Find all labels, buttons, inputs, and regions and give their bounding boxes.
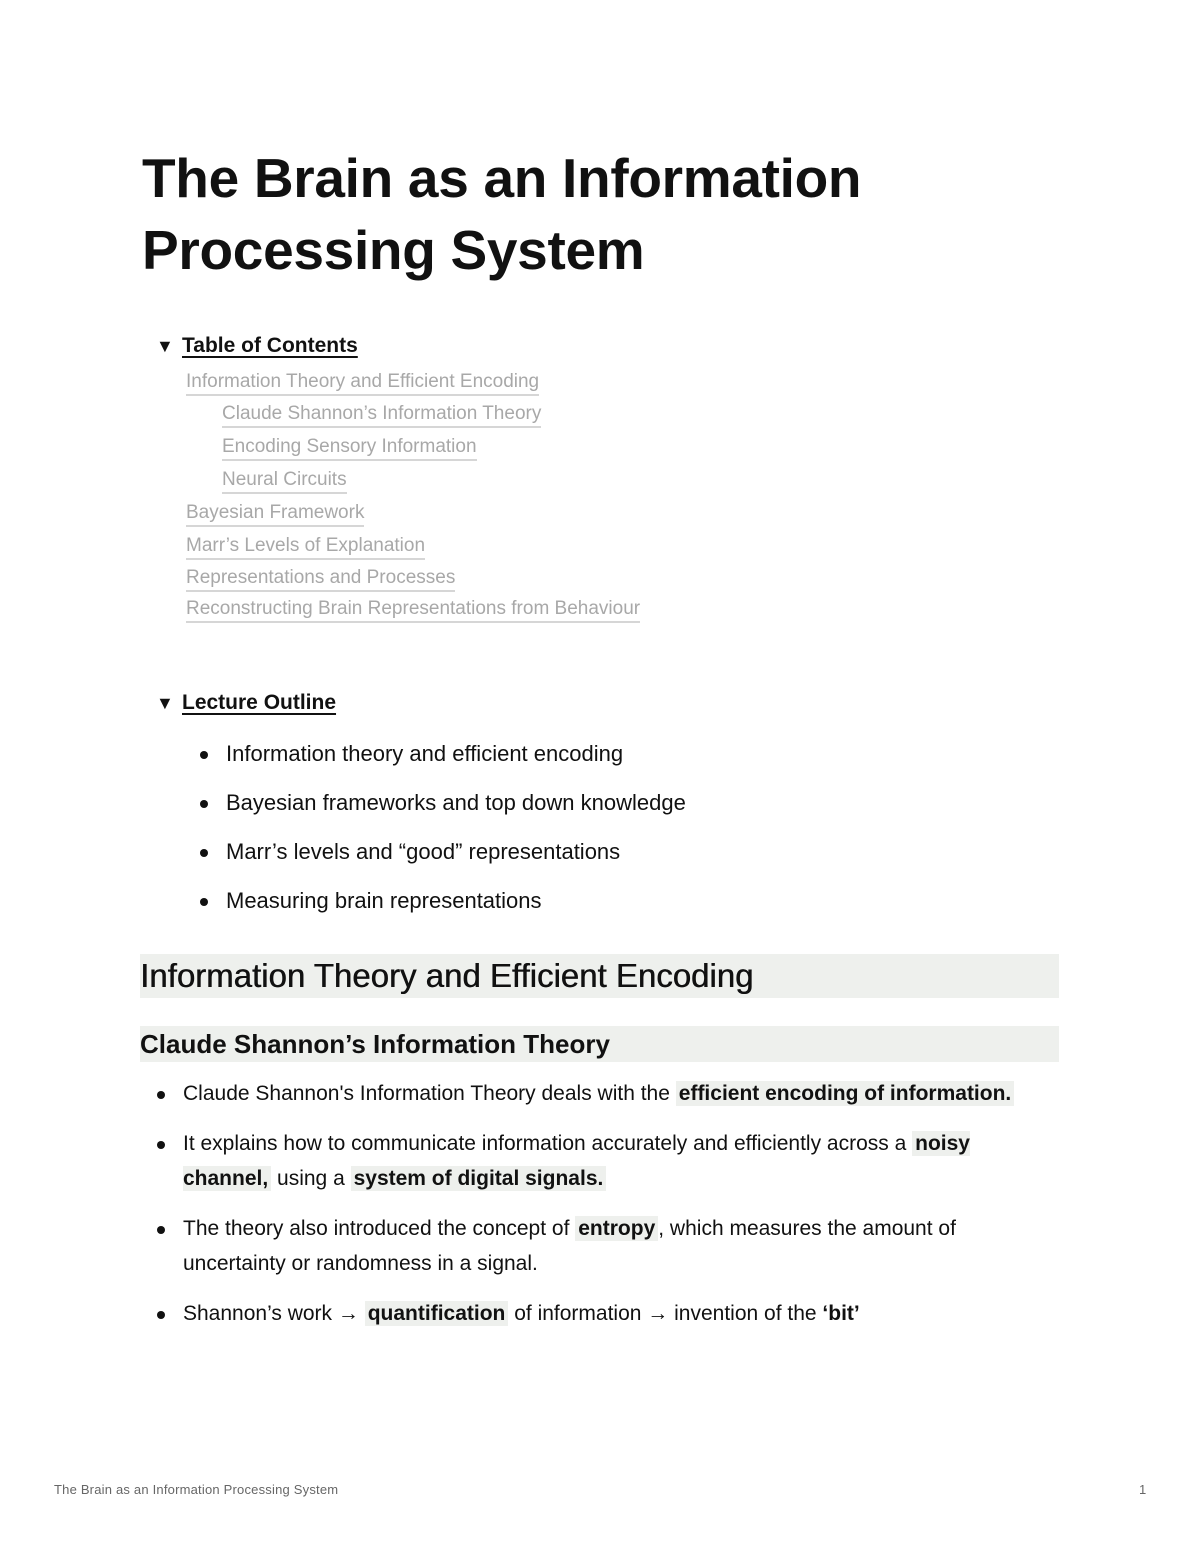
toc-link-information-theory[interactable]: Information Theory and Efficient Encoding — [186, 370, 539, 396]
bullet-icon — [157, 1091, 165, 1099]
toc-link-neural-circuits[interactable]: Neural Circuits — [222, 468, 347, 494]
toc-link-reconstructing[interactable]: Reconstructing Brain Representations from Behaviour — [186, 597, 640, 623]
highlighted-text: entropy — [575, 1216, 658, 1241]
outline-toggle[interactable] — [156, 691, 336, 715]
list-item: Bayesian frameworks and top down knowledge — [226, 786, 686, 835]
outline-list — [226, 737, 686, 933]
page-number: 1 — [1139, 1482, 1147, 1497]
highlighted-text: system of digital signals. — [351, 1166, 607, 1191]
page-title: The Brain as an Information Processing System — [142, 147, 862, 281]
toc-link-claude-shannon[interactable]: Claude Shannon’s Information Theory — [222, 402, 541, 428]
toggle-triangle-icon[interactable]: ▼ — [156, 692, 174, 713]
list-item: It explains how to communicate information accurately and efficiently across a noisy channel, using a system of digital signals. — [183, 1126, 1063, 1196]
toc-link-bayesian-framework[interactable]: Bayesian Framework — [186, 501, 364, 527]
list-item: Marr’s levels and “good” representations — [226, 835, 686, 884]
list-item: Shannon’s work → quantification of information → invention of the ‘bit’ — [183, 1296, 1063, 1331]
bullet-icon — [200, 800, 208, 808]
highlighted-text: efficient encoding of information. — [676, 1081, 1015, 1106]
highlighted-text: noisy channel, — [183, 1132, 970, 1190]
list-item: Claude Shannon's Information Theory deals with the efficient encoding of information. — [183, 1076, 1063, 1111]
bullet-icon — [200, 849, 208, 857]
bullet-icon — [157, 1311, 165, 1319]
list-item: Information theory and efficient encoding — [226, 737, 686, 786]
bullet-icon — [157, 1141, 165, 1149]
list-item: The theory also introduced the concept of entropy , which measures the amount of uncertainty or randomness in a signal. — [183, 1211, 1063, 1281]
bold-text: ‘bit’ — [822, 1302, 860, 1325]
toc-heading[interactable]: Table of Contents — [182, 334, 358, 357]
footer-title: The Brain as an Information Processing System — [54, 1482, 339, 1497]
subsection-heading: Claude Shannon’s Information Theory — [140, 1026, 1059, 1062]
bullet-icon — [157, 1226, 165, 1234]
outline-heading[interactable]: Lecture Outline — [182, 691, 337, 714]
list-item: Measuring brain representations — [226, 884, 686, 933]
toc-toggle[interactable] — [156, 334, 358, 358]
toc-link-marrs-levels[interactable]: Marr’s Levels of Explanation — [186, 534, 425, 560]
toc-link-encoding-sensory[interactable]: Encoding Sensory Information — [222, 435, 477, 461]
section-heading: Information Theory and Efficient Encoding — [140, 954, 1059, 998]
bullet-icon — [200, 751, 208, 759]
toggle-triangle-icon[interactable]: ▼ — [156, 335, 174, 356]
toc-link-representations[interactable]: Representations and Processes — [186, 566, 455, 592]
bullet-icon — [200, 898, 208, 906]
body-bullet-list — [183, 1076, 1063, 1346]
highlighted-text: quantification — [365, 1301, 509, 1326]
